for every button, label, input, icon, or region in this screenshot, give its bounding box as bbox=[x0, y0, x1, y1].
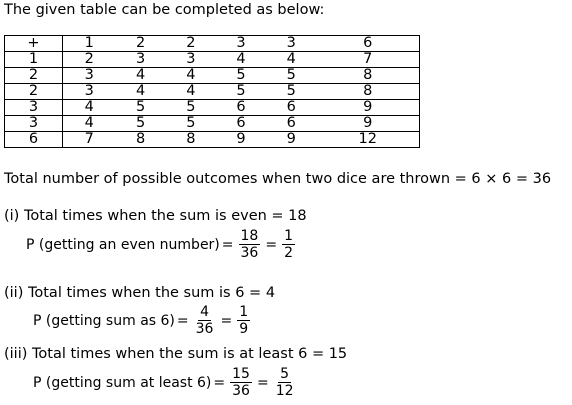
numerator: 18 bbox=[240, 228, 259, 244]
table-cell: 3 bbox=[63, 68, 116, 84]
table-cell: 3 bbox=[266, 36, 316, 52]
table-row bbox=[5, 52, 420, 68]
table-cell: 5 bbox=[266, 84, 316, 100]
table-cell: 5 bbox=[216, 68, 266, 84]
denominator: 36 bbox=[240, 245, 259, 261]
numerator: 4 bbox=[200, 304, 209, 320]
table-cell: 12 bbox=[316, 132, 419, 148]
table-cell: 7 bbox=[63, 132, 116, 148]
table-cell: 9 bbox=[216, 132, 266, 148]
table-cell: 6 bbox=[216, 100, 266, 116]
fraction bbox=[274, 366, 296, 399]
denominator: 2 bbox=[284, 245, 293, 261]
table-cell: + bbox=[5, 36, 63, 52]
part1-label: P (getting an even number) bbox=[26, 236, 220, 253]
table-cell: 9 bbox=[316, 116, 419, 132]
table-cell: 8 bbox=[316, 68, 419, 84]
table-cell: 5 bbox=[166, 116, 216, 132]
table-row bbox=[5, 116, 420, 132]
equals-sign: = bbox=[256, 374, 269, 391]
part1-statement: (i) Total times when the sum is even = 18 bbox=[4, 208, 307, 224]
table-cell: 3 bbox=[63, 84, 116, 100]
table-cell: 7 bbox=[316, 52, 419, 68]
table-cell: 4 bbox=[115, 84, 165, 100]
table-cell: 4 bbox=[266, 52, 316, 68]
table-cell: 3 bbox=[5, 116, 63, 132]
fraction bbox=[239, 228, 261, 261]
fraction bbox=[230, 366, 252, 399]
numerator: 5 bbox=[280, 366, 290, 382]
numerator: 15 bbox=[232, 366, 250, 382]
intro-text: The given table can be completed as below: bbox=[4, 2, 325, 18]
table-cell: 2 bbox=[166, 36, 216, 52]
table-cell: 6 bbox=[216, 116, 266, 132]
table-cell: 6 bbox=[316, 36, 419, 52]
table-row bbox=[5, 84, 420, 100]
table-cell: 6 bbox=[5, 132, 63, 148]
table-cell: 3 bbox=[115, 52, 165, 68]
table-cell: 6 bbox=[266, 100, 316, 116]
table-cell: 9 bbox=[316, 100, 419, 116]
table-row bbox=[5, 132, 420, 148]
table-cell: 3 bbox=[5, 100, 63, 116]
table-cell: 2 bbox=[5, 68, 63, 84]
table-cell: 5 bbox=[266, 68, 316, 84]
table-cell: 1 bbox=[5, 52, 63, 68]
table-cell: 2 bbox=[115, 36, 165, 52]
table-cell: 5 bbox=[115, 116, 165, 132]
table-cell: 2 bbox=[5, 84, 63, 100]
equals-sign: = bbox=[176, 312, 189, 329]
table-cell: 5 bbox=[115, 100, 165, 116]
equals-sign: = bbox=[221, 236, 234, 253]
table-cell: 4 bbox=[166, 68, 216, 84]
table-cell: 9 bbox=[266, 132, 316, 148]
denominator: 9 bbox=[239, 321, 249, 337]
denominator: 36 bbox=[232, 383, 250, 399]
numerator: 1 bbox=[239, 304, 249, 320]
table-cell: 4 bbox=[166, 84, 216, 100]
table-cell: 8 bbox=[166, 132, 216, 148]
part1-equation bbox=[26, 228, 298, 261]
table-cell: 2 bbox=[63, 52, 116, 68]
table-cell: 8 bbox=[115, 132, 165, 148]
table-row bbox=[5, 100, 420, 116]
equals-sign: = bbox=[213, 374, 226, 391]
fraction bbox=[237, 304, 250, 337]
fraction bbox=[194, 304, 216, 337]
part2-equation bbox=[33, 304, 253, 337]
table-cell: 4 bbox=[63, 116, 116, 132]
denominator: 12 bbox=[275, 383, 294, 399]
table-cell: 4 bbox=[216, 52, 266, 68]
table-cell: 5 bbox=[216, 84, 266, 100]
table-header-row bbox=[5, 36, 420, 52]
table-cell: 3 bbox=[166, 52, 216, 68]
table-cell: 4 bbox=[115, 68, 165, 84]
table-row bbox=[5, 68, 420, 84]
part2-label: P (getting sum as 6) bbox=[33, 312, 175, 329]
part3-statement: (iii) Total times when the sum is at least 6 = 15 bbox=[4, 346, 348, 362]
equals-sign: = bbox=[265, 236, 278, 253]
numerator: 1 bbox=[284, 228, 293, 244]
equals-sign: = bbox=[220, 312, 233, 329]
table-cell: 6 bbox=[266, 116, 316, 132]
fraction bbox=[282, 228, 295, 261]
part3-equation bbox=[33, 366, 299, 399]
part3-label: P (getting sum at least 6) bbox=[33, 374, 212, 391]
part2-statement: (ii) Total times when the sum is 6 = 4 bbox=[4, 285, 276, 301]
table-cell: 5 bbox=[166, 100, 216, 116]
table-cell: 8 bbox=[316, 84, 419, 100]
dice-sum-table bbox=[4, 35, 420, 148]
denominator: 36 bbox=[195, 321, 214, 337]
total-outcomes-text: Total number of possible outcomes when two dice are thrown = 6 × 6 = 36 bbox=[4, 171, 552, 187]
table-cell: 4 bbox=[63, 100, 116, 116]
table-cell: 3 bbox=[216, 36, 266, 52]
table-cell: 1 bbox=[63, 36, 116, 52]
